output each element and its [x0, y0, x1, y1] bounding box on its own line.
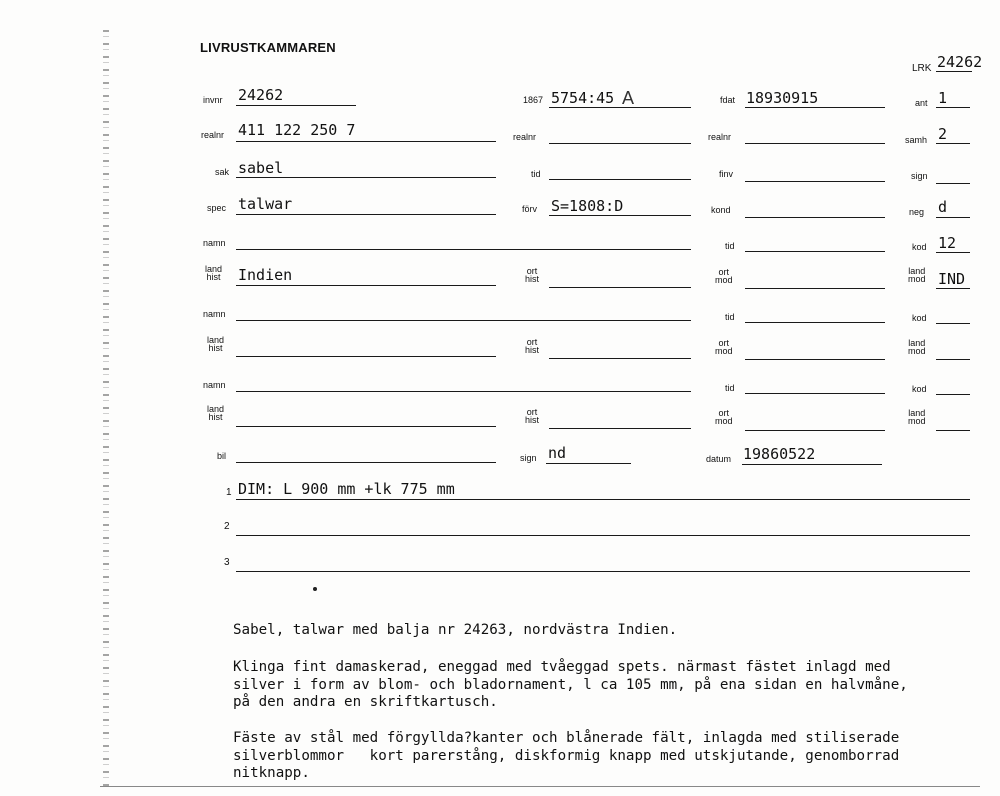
ort-hist-label-1	[525, 267, 539, 283]
forv-line	[549, 215, 691, 216]
hist-label-3: hist	[208, 412, 223, 422]
land-mod-line-1	[936, 288, 970, 289]
ort-mod-line-3	[745, 430, 885, 431]
land-mod-top-2: land	[908, 338, 926, 348]
finv-line	[745, 181, 885, 182]
sign-label-r3: sign	[911, 171, 928, 181]
ort-mod-label-2	[715, 339, 733, 355]
ort-mod-line-2	[745, 359, 885, 360]
kod-line-3	[936, 394, 970, 395]
realnr-line-3	[745, 143, 885, 144]
tid-line-r3	[549, 179, 691, 180]
forv-label: förv	[522, 204, 538, 214]
lrk-line	[936, 71, 972, 72]
ort-hist-bottom-1: hist	[525, 274, 540, 284]
ort-label-2: ort	[526, 337, 538, 347]
realnr-label-2: realnr	[513, 132, 537, 142]
land-mod-bottom-2: mod	[908, 346, 926, 356]
description-paragraph-3: Fäste av stål med förgyllda?kanter och blånerade fält, inlagda med stiliserade silverblommor kort parerstång, diskformig knapp med utskjutande, genomborrad nitknapp.	[233, 730, 900, 781]
land-mod-label-1	[908, 267, 926, 283]
ink-dot	[313, 587, 317, 591]
bil-label: bil	[217, 451, 227, 461]
realnr-value-1: 411 122 250 7	[238, 121, 356, 139]
samh-line	[936, 143, 970, 144]
namn-label-1: namn	[203, 238, 226, 248]
row-number-3: 3	[224, 557, 230, 568]
namn-label-2: namn	[203, 309, 226, 319]
land-hist-line-1	[236, 285, 496, 286]
realnr-label-3: realnr	[708, 132, 732, 142]
land-mod-top-1: land	[908, 266, 926, 276]
ort-mod-label-1	[715, 268, 733, 284]
neg-label: neg	[909, 207, 925, 217]
realnr-line-2	[549, 143, 691, 144]
kod-label-3: kod	[912, 384, 927, 394]
ort-mod-top-1: ort	[718, 267, 730, 277]
bil-line	[236, 462, 496, 463]
namn-line-1	[236, 249, 691, 250]
numbered-line-2	[236, 535, 970, 536]
sign-label-r11: sign	[520, 453, 537, 463]
fdat-line	[745, 107, 885, 108]
numbered-line-3	[236, 571, 970, 572]
ant-line	[936, 107, 970, 108]
land-hist-label-3	[207, 405, 224, 421]
spec-value: talwar	[238, 195, 293, 213]
numbered-value-1: DIM: L 900 mm +lk 775 mm	[238, 480, 455, 498]
1867-mark: A	[622, 88, 635, 108]
kod-label-1: kod	[912, 242, 927, 252]
description-paragraph-1: Sabel, talwar med balja nr 24263, nordvästra Indien.	[233, 622, 678, 638]
hist-label-2: hist	[208, 343, 223, 353]
spec-label: spec	[207, 203, 227, 213]
ort-hist-label-3	[525, 408, 539, 424]
land-label-1: land	[205, 264, 223, 274]
land-hist-value-1: Indien	[238, 266, 293, 284]
finv-label: finv	[719, 169, 734, 179]
1867-line	[549, 107, 691, 108]
lrk-value: 24262	[937, 53, 983, 71]
1867-label: 1867	[523, 95, 544, 105]
kod-value-1: 12	[938, 234, 957, 252]
numbered-line-1	[236, 499, 970, 500]
tid-label-2: tid	[725, 312, 735, 322]
1867-value: 5754:45	[551, 89, 615, 107]
ort-label-1: ort	[526, 266, 538, 276]
ort-mod-top-3: ort	[718, 408, 730, 418]
kod-line-1	[936, 252, 970, 253]
samh-label: samh	[905, 135, 928, 145]
land-mod-line-3	[936, 430, 970, 431]
fdat-value: 18930915	[746, 89, 819, 107]
land-label-2: land	[207, 335, 225, 345]
ant-label: ant	[915, 98, 928, 108]
kod-label-2: kod	[912, 313, 927, 323]
invnr-label: invnr	[203, 95, 223, 105]
ort-hist-label-2	[525, 338, 539, 354]
row-number-1: 1	[226, 487, 232, 498]
ort-hist-bottom-2: hist	[525, 345, 540, 355]
ort-mod-bottom-3: mod	[715, 416, 733, 426]
tid-line-1	[745, 251, 885, 252]
namn-line-3	[236, 391, 691, 392]
punched-edge	[103, 30, 109, 790]
ort-mod-top-2: ort	[718, 338, 730, 348]
land-hist-line-3	[236, 426, 496, 427]
land-label-3: land	[207, 404, 225, 414]
ort-label-3: ort	[526, 407, 538, 417]
land-mod-label-2	[908, 339, 926, 355]
kond-line	[745, 217, 885, 218]
invnr-line	[236, 105, 356, 106]
namn-label-3: namn	[203, 380, 226, 390]
invnr-value: 24262	[238, 86, 284, 104]
card-bottom-edge	[100, 786, 980, 787]
hist-label-1: hist	[206, 272, 221, 282]
samh-value: 2	[938, 125, 948, 143]
ort-mod-bottom-2: mod	[715, 346, 733, 356]
realnr-line-1	[236, 141, 496, 142]
land-mod-label-3	[908, 409, 926, 425]
datum-label: datum	[706, 454, 732, 464]
ort-hist-line-2	[549, 358, 691, 359]
ort-mod-line-1	[745, 288, 885, 289]
datum-line	[742, 464, 882, 465]
ort-mod-bottom-1: mod	[715, 275, 733, 285]
kod-line-2	[936, 323, 970, 324]
realnr-label-1: realnr	[201, 130, 225, 140]
fdat-label: fdat	[720, 95, 736, 105]
land-mod-value-1: IND	[938, 270, 966, 288]
ort-hist-line-1	[549, 287, 691, 288]
sign-line-r3	[936, 183, 970, 184]
card-title: LIVRUSTKAMMAREN	[200, 40, 336, 55]
ort-hist-bottom-3: hist	[525, 415, 540, 425]
tid-label-1: tid	[725, 241, 735, 251]
description-paragraph-2: Klinga fint damaskerad, eneggad med tvåeggad spets. närmast fästet inlagd med silver i form av blom- och bladornament, l ca 105 mm, på ena sidan en halvmåne, på den andra en skriftkartusch.	[233, 659, 908, 710]
kond-label: kond	[711, 205, 731, 215]
sign-line-r11	[546, 463, 631, 464]
land-hist-label-2	[207, 336, 224, 352]
forv-value: S=1808:D	[551, 197, 624, 215]
land-mod-bottom-1: mod	[908, 274, 926, 284]
sak-label: sak	[215, 167, 230, 177]
sak-value: sabel	[238, 159, 284, 177]
row-number-2: 2	[224, 521, 230, 532]
spec-line	[236, 214, 496, 215]
lrk-label: LRK	[912, 63, 932, 74]
tid-label-r3: tid	[531, 169, 541, 179]
namn-line-2	[236, 320, 691, 321]
land-mod-top-3: land	[908, 408, 926, 418]
land-mod-line-2	[936, 359, 970, 360]
neg-line	[936, 217, 970, 218]
ort-mod-label-3	[715, 409, 733, 425]
tid-line-3	[745, 393, 885, 394]
neg-value: d	[938, 198, 948, 216]
tid-line-2	[745, 322, 885, 323]
tid-label-3: tid	[725, 383, 735, 393]
land-hist-label-1	[205, 265, 222, 281]
sign-value-r11: nd	[548, 444, 567, 462]
sak-line	[236, 177, 496, 178]
land-mod-bottom-3: mod	[908, 416, 926, 426]
ant-value: 1	[938, 89, 948, 107]
land-hist-line-2	[236, 356, 496, 357]
datum-value: 19860522	[743, 445, 816, 463]
ort-hist-line-3	[549, 428, 691, 429]
